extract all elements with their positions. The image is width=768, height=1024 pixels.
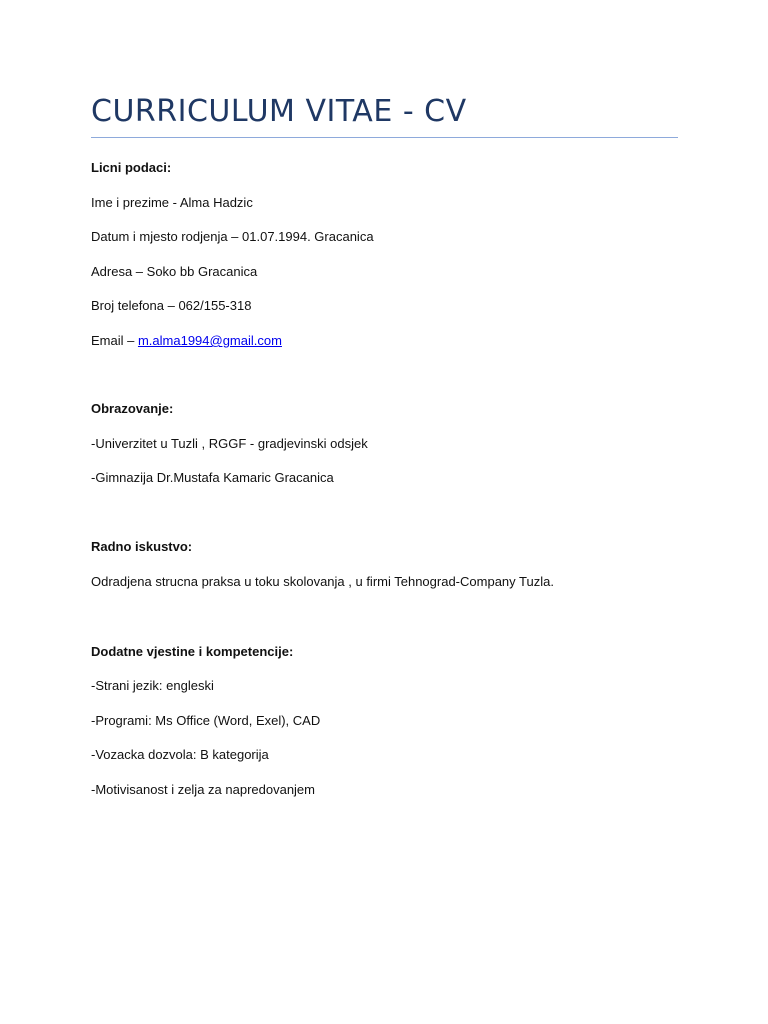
personal-name: Ime i prezime - Alma Hadzic (91, 195, 253, 210)
email-link[interactable]: m.alma1994@gmail.com (137, 333, 282, 348)
skills-item: -Vozacka dozvola: B kategorija (91, 747, 269, 762)
personal-email-line (91, 333, 282, 349)
personal-heading: Licni podaci: (91, 160, 172, 175)
email-label: Email – (91, 333, 138, 348)
experience-text: Odradjena strucna praksa u toku skolovanja , u firmi Tehnograd-Company Tuzla. (91, 574, 554, 589)
document-title: CURRICULUM VITAE - CV (91, 94, 467, 129)
skills-item: -Motivisanost i zelja za napredovanjem (91, 782, 315, 797)
title-underline (91, 137, 678, 138)
education-item: -Univerzitet u Tuzli , RGGF - gradjevinski odsjek (91, 436, 368, 451)
experience-heading: Radno iskustvo: (91, 539, 193, 554)
personal-birth: Datum i mjesto rodjenja – 01.07.1994. Gracanica (91, 229, 374, 244)
personal-address: Adresa – Soko bb Gracanica (91, 264, 258, 279)
skills-item: -Strani jezik: engleski (91, 678, 214, 693)
skills-heading: Dodatne vjestine i kompetencije: (91, 644, 294, 659)
education-item: -Gimnazija Dr.Mustafa Kamaric Gracanica (91, 470, 334, 485)
education-heading: Obrazovanje: (91, 401, 174, 416)
skills-item: -Programi: Ms Office (Word, Exel), CAD (91, 713, 321, 728)
personal-phone: Broj telefona – 062/155-318 (91, 298, 252, 313)
